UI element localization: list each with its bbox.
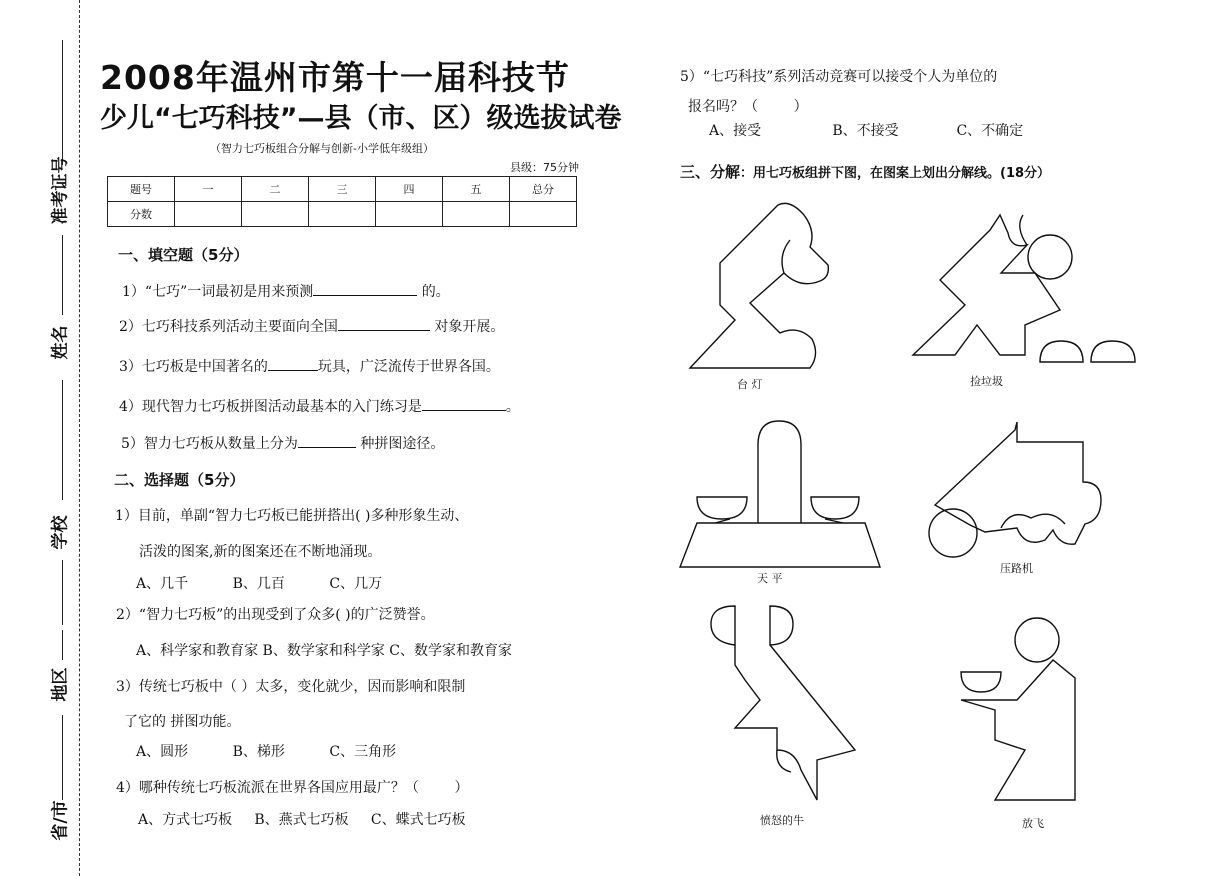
section1-title: 一、填空题（5分） bbox=[118, 246, 249, 264]
choice-q1-line2: 活泼的图案,新的图案还在不断地涌现。 bbox=[139, 544, 382, 560]
score-table-score-row bbox=[108, 202, 577, 227]
school-label: 学校 bbox=[50, 515, 71, 550]
score-cell: 三 bbox=[309, 177, 376, 202]
name-rule bbox=[62, 265, 63, 315]
q3-text-end: 玩具，广泛流传于世界各国。 bbox=[317, 359, 500, 375]
score-cell: 总分 bbox=[510, 177, 577, 202]
fill-question-5 bbox=[121, 433, 444, 453]
school-rule-tail bbox=[62, 560, 63, 625]
tangram-balance[interactable] bbox=[675, 415, 885, 575]
choice-q1-line1: 1）目前，单副“智力七巧板已能拼搭出( )多种形象生动、 bbox=[115, 508, 469, 524]
tangram-release[interactable] bbox=[955, 610, 1090, 810]
q4-blank[interactable] bbox=[422, 398, 506, 411]
choice-q2-line1: 2）“智力七巧板”的出现受到了众多( )的广泛赞誉。 bbox=[116, 607, 435, 623]
province-rule bbox=[62, 775, 63, 800]
q2-text: 2）七巧科技系列活动主要面向全国 bbox=[119, 319, 338, 335]
exam-subtitle: （智力七巧板组合分解与创新-小学低年级组） bbox=[210, 142, 434, 155]
province-field[interactable] bbox=[36, 760, 80, 870]
caption-angry-bull: 愤怒的牛 bbox=[760, 814, 804, 827]
q4-text: 4）现代智力七巧板拼图活动最基本的入门练习是 bbox=[119, 399, 422, 415]
choice-q5-options[interactable]: A、接受 B、不接受 C、不确定 bbox=[709, 123, 1024, 139]
score-input-cell[interactable] bbox=[309, 202, 376, 227]
exam-title-line2: 少儿“七巧科技”—县（市、区）级选拔试卷 bbox=[100, 103, 622, 134]
fill-question-4 bbox=[119, 396, 520, 416]
province-label: 省/市 bbox=[50, 800, 71, 841]
district-rule bbox=[62, 630, 63, 660]
section3-title-rest: ：用七巧板组拼下图，在图案上划出分解线。(18分） bbox=[740, 166, 1051, 181]
name-label: 姓名 bbox=[50, 325, 71, 360]
score-input-cell[interactable] bbox=[175, 202, 242, 227]
choice-q2-options[interactable]: A、科学家和教育家 B、数学家和科学家 C、数学家和教育家 bbox=[136, 643, 513, 659]
q2-blank[interactable] bbox=[338, 318, 430, 331]
score-input-cell[interactable] bbox=[376, 202, 443, 227]
exam-title-line1: 2008年温州市第十一届科技节 bbox=[100, 58, 570, 97]
choice-q1-options[interactable]: A、几千 B、几百 C、几万 bbox=[136, 576, 383, 592]
fill-question-1 bbox=[122, 281, 450, 301]
caption-release: 放飞 bbox=[1022, 817, 1044, 830]
section3-title-bold: 三、分解 bbox=[680, 163, 741, 181]
school-field[interactable] bbox=[36, 380, 80, 630]
score-input-cell[interactable] bbox=[510, 202, 577, 227]
q5-text-end: 种拼图途径。 bbox=[360, 436, 445, 452]
q1-text-end: 的。 bbox=[421, 284, 450, 300]
tangram-angry-bull[interactable] bbox=[705, 600, 865, 810]
score-table-header-row bbox=[108, 177, 577, 202]
exam-id-rule bbox=[62, 40, 63, 165]
caption-desk-lamp: 台 灯 bbox=[737, 378, 763, 391]
district-field[interactable] bbox=[36, 630, 80, 760]
q5-text: 5）智力七巧板从数量上分为 bbox=[121, 436, 298, 452]
score-cell: 分数 bbox=[108, 202, 175, 227]
choice-q3-options[interactable]: A、圆形 B、梯形 C、三角形 bbox=[136, 744, 397, 760]
caption-picking-garbage: 捡垃圾 bbox=[970, 375, 1003, 388]
section2-title: 二、选择题（5分） bbox=[114, 471, 245, 489]
q1-blank[interactable] bbox=[313, 283, 417, 296]
score-cell: 题号 bbox=[108, 177, 175, 202]
section3-title bbox=[680, 161, 1050, 182]
score-input-cell[interactable] bbox=[242, 202, 309, 227]
name-field[interactable] bbox=[36, 250, 80, 380]
score-cell: 四 bbox=[376, 177, 443, 202]
score-cell: 二 bbox=[242, 177, 309, 202]
tangram-picking-garbage[interactable] bbox=[905, 205, 1145, 370]
caption-balance: 天 平 bbox=[757, 572, 783, 585]
choice-q3-line1: 3）传统七巧板中（ ）太多，变化就少，因而影响和限制 bbox=[116, 679, 466, 695]
school-rule bbox=[62, 380, 63, 500]
score-cell: 一 bbox=[175, 177, 242, 202]
tangram-desk-lamp[interactable] bbox=[680, 195, 840, 375]
q2-text-end: 对象开展。 bbox=[434, 319, 505, 335]
choice-q3-line2: 了它的 拼图功能。 bbox=[124, 714, 241, 730]
q4-text-end: 。 bbox=[505, 399, 520, 415]
score-cell: 五 bbox=[443, 177, 510, 202]
exam-id-label: 准考证号 bbox=[50, 156, 71, 225]
score-input-cell[interactable] bbox=[443, 202, 510, 227]
time-info: 县级：75分钟 bbox=[510, 161, 579, 174]
exam-id-field[interactable] bbox=[36, 40, 80, 250]
q3-blank[interactable] bbox=[268, 358, 318, 371]
choice-q5-line2: 报名吗？（ ） bbox=[688, 99, 808, 115]
choice-q5-line1: 5）“七巧科技”系列活动竞赛可以接受个人为单位的 bbox=[680, 69, 998, 85]
choice-q4-options[interactable]: A、方式七巧板 B、燕式七巧板 C、蝶式七巧板 bbox=[138, 812, 466, 828]
fill-question-3 bbox=[119, 356, 500, 376]
caption-road-roller: 压路机 bbox=[1000, 562, 1033, 575]
q1-text: 1）“七巧”一词最初是用来预测 bbox=[122, 284, 314, 300]
q5-blank[interactable] bbox=[298, 435, 356, 448]
q3-text: 3）七巧板是中国著名的 bbox=[119, 359, 268, 375]
fill-question-2 bbox=[119, 316, 504, 336]
tangram-road-roller[interactable] bbox=[925, 420, 1105, 570]
district-label: 地区 bbox=[50, 667, 71, 702]
choice-q4-line1: 4）哪种传统七巧板流派在世界各国应用最广？（ ） bbox=[116, 780, 469, 796]
score-table bbox=[107, 176, 577, 227]
